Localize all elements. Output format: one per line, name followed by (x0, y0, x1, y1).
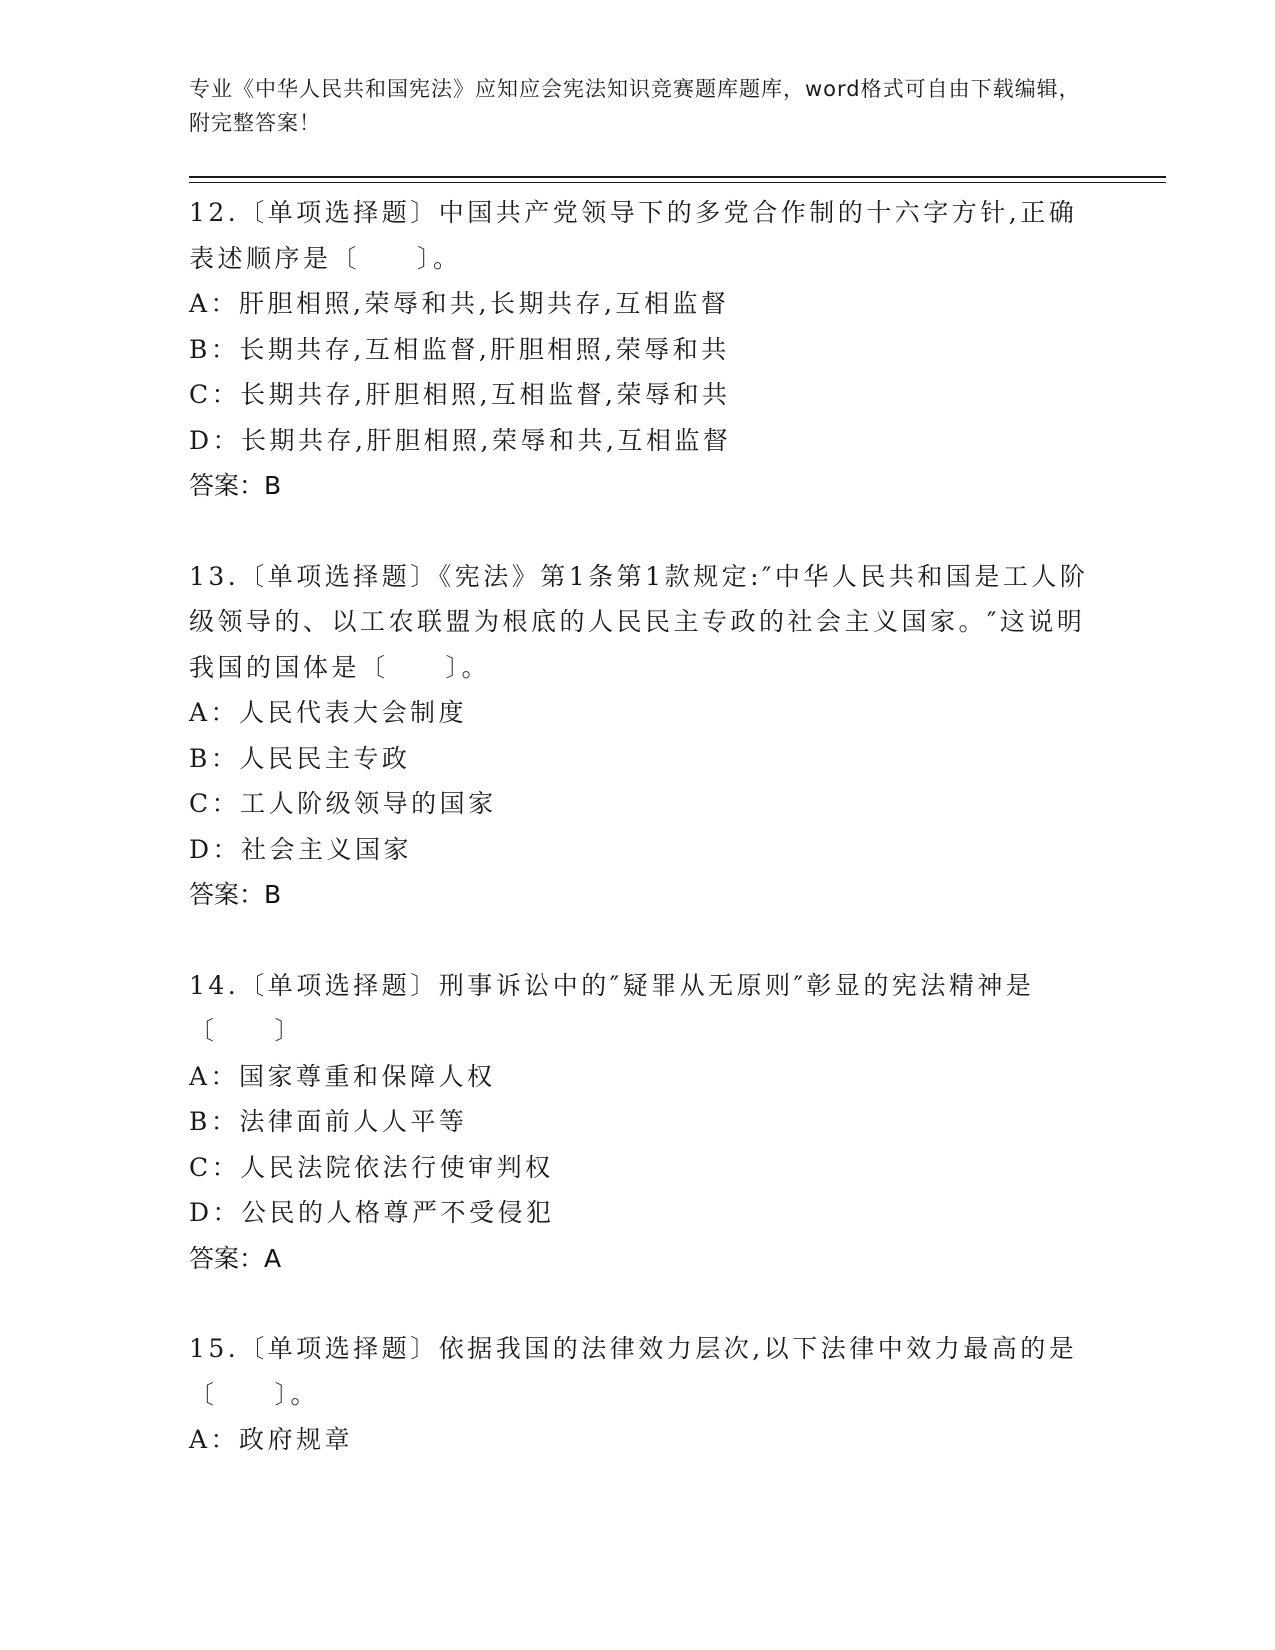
question-15 (189, 1326, 1089, 1463)
spacer (189, 1281, 1089, 1326)
spacer (189, 509, 1089, 554)
option-a: A：肝胆相照,荣辱和共,长期共存,互相监督 (189, 289, 730, 318)
question-14 (189, 963, 1089, 1282)
option-c: C：长期共存,肝胆相照,互相监督,荣辱和共 (189, 380, 731, 409)
spacer (189, 918, 1089, 963)
option-a: A：人民代表大会制度 (189, 698, 468, 727)
option-a: A：政府规章 (189, 1425, 354, 1454)
question-13 (189, 554, 1089, 918)
question-stem: 12.〔单项选择题〕中国共产党领导下的多党合作制的十六字方针,正确表述顺序是〔 〕。 (189, 198, 1078, 273)
option-b: B：法律面前人人平等 (189, 1107, 468, 1136)
question-stem: 13.〔单项选择题〕《宪法》第1条第1款规定:″中华人民共和国是工人阶级领导的、以工农联盟为根底的人民民主专政的社会主义国家。″这说明我国的国体是〔 〕。 (189, 561, 1089, 682)
option-d: D：公民的人格尊严不受侵犯 (189, 1198, 555, 1227)
question-stem: 14.〔单项选择题〕刑事诉讼中的″疑罪从无原则″彰显的宪法精神是〔 〕 (189, 970, 1035, 1045)
header-title: 专业《中华人民共和国宪法》应知应会宪法知识竞赛题库题库，word格式可自由下载编辑，附完整答案！ (189, 77, 1081, 135)
answer-line: 答案：B (189, 471, 282, 500)
question-stem: 15.〔单项选择题〕依据我国的法律效力层次,以下法律中效力最高的是〔 〕。 (189, 1334, 1078, 1409)
question-list (189, 190, 1089, 1463)
option-a: A：国家尊重和保障人权 (189, 1061, 496, 1091)
option-d: D：长期共存,肝胆相照,荣辱和共,互相监督 (189, 425, 732, 455)
header-divider-thin (189, 182, 1166, 183)
option-c: C：人民法院依法行使审判权 (189, 1152, 554, 1182)
header-divider-thick (189, 176, 1166, 178)
question-12 (189, 190, 1089, 509)
option-b: B：长期共存,互相监督,肝胆相照,荣辱和共 (189, 334, 730, 364)
document-header (189, 72, 1089, 140)
option-b: B：人民民主专政 (189, 743, 411, 773)
answer-line: 答案：B (189, 880, 282, 909)
option-c: C：工人阶级领导的国家 (189, 789, 497, 818)
answer-line: 答案：A (189, 1243, 282, 1273)
option-d: D：社会主义国家 (189, 834, 413, 864)
